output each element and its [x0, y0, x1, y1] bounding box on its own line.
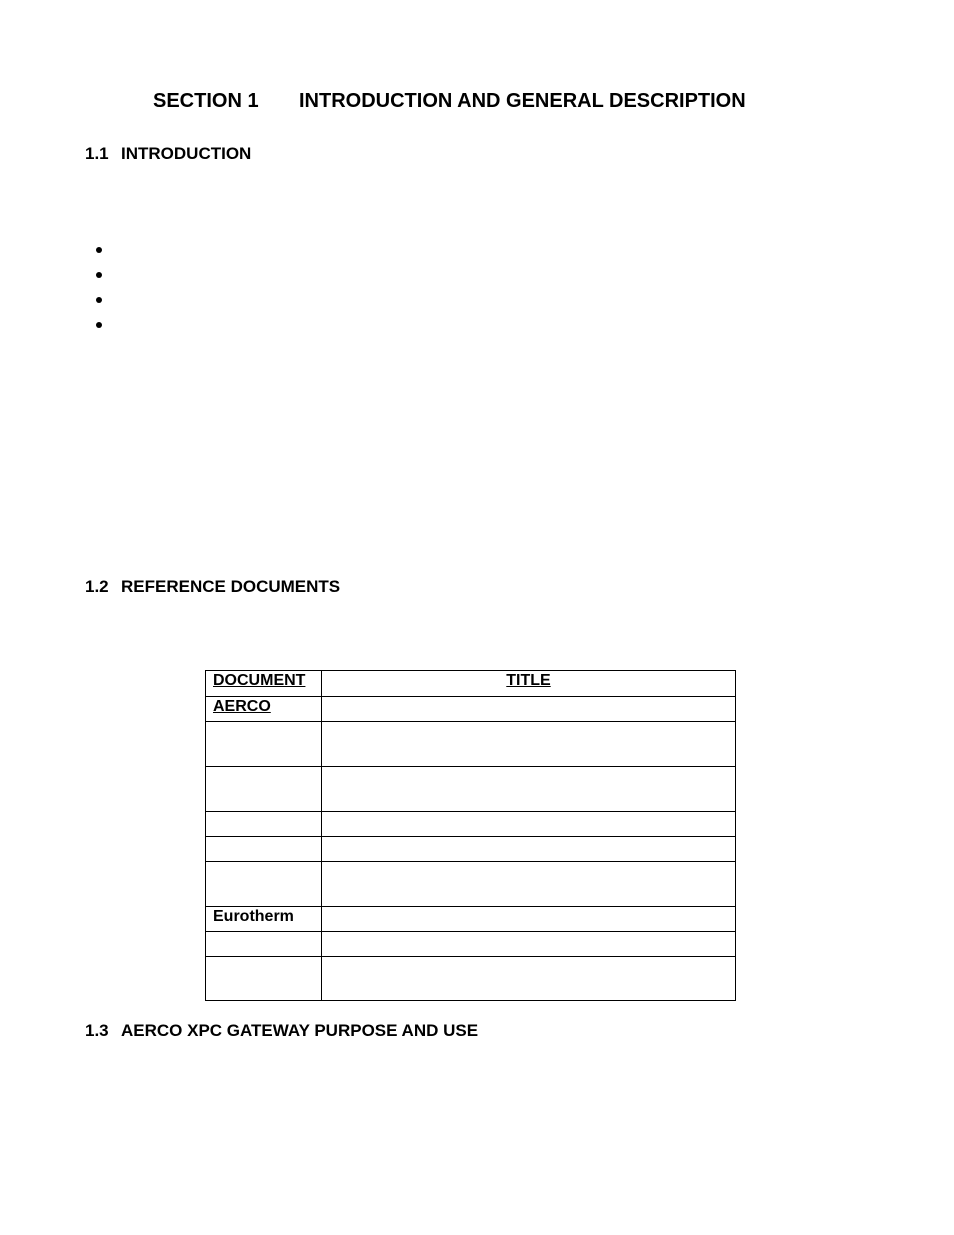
subsection-heading-gateway-purpose	[85, 1021, 478, 1041]
table-row	[206, 837, 736, 862]
table-row	[206, 957, 736, 1001]
table-cell	[322, 767, 736, 812]
bullet-icon	[96, 272, 102, 278]
table-cell	[322, 907, 736, 932]
header-document: DOCUMENT	[206, 671, 322, 697]
subsection-title: AERCO XPC GATEWAY PURPOSE AND USE	[121, 1021, 479, 1040]
table-cell	[322, 862, 736, 907]
table-cell	[206, 932, 322, 957]
table-cell	[322, 812, 736, 837]
section-heading: INTRODUCTION AND GENERAL DESCRIPTION	[299, 90, 746, 112]
table-cell	[206, 862, 322, 907]
table-row	[206, 907, 736, 932]
subsection-number: 1.1	[85, 144, 109, 163]
subsection-number: 1.2	[85, 577, 109, 596]
table-cell	[322, 697, 736, 722]
section-title	[153, 90, 746, 113]
table-row	[206, 932, 736, 957]
bullet-icon	[96, 322, 102, 328]
table-row	[206, 812, 736, 837]
table-cell	[322, 932, 736, 957]
subsection-number: 1.3	[85, 1021, 109, 1040]
table-row	[206, 862, 736, 907]
table-cell: AERCO	[206, 697, 322, 722]
table-header-row	[206, 671, 736, 697]
header-title: TITLE	[322, 671, 736, 697]
bullet-icon	[96, 297, 102, 303]
section-number: SECTION 1	[153, 90, 259, 112]
subsection-title: INTRODUCTION	[121, 144, 252, 163]
table-cell	[322, 837, 736, 862]
table-row	[206, 697, 736, 722]
table-cell	[322, 722, 736, 767]
subsection-heading-reference-documents	[85, 577, 340, 597]
table-cell	[206, 812, 322, 837]
reference-documents-table	[205, 670, 736, 1001]
bullet-icon	[96, 247, 102, 253]
subsection-heading-introduction	[85, 144, 251, 164]
subsection-title: REFERENCE DOCUMENTS	[121, 577, 341, 596]
table-cell	[322, 957, 736, 1001]
table-cell	[206, 957, 322, 1001]
table-cell: Eurotherm	[206, 907, 322, 932]
table-cell	[206, 837, 322, 862]
table-row	[206, 767, 736, 812]
table-cell	[206, 722, 322, 767]
table-row	[206, 722, 736, 767]
table-cell	[206, 767, 322, 812]
